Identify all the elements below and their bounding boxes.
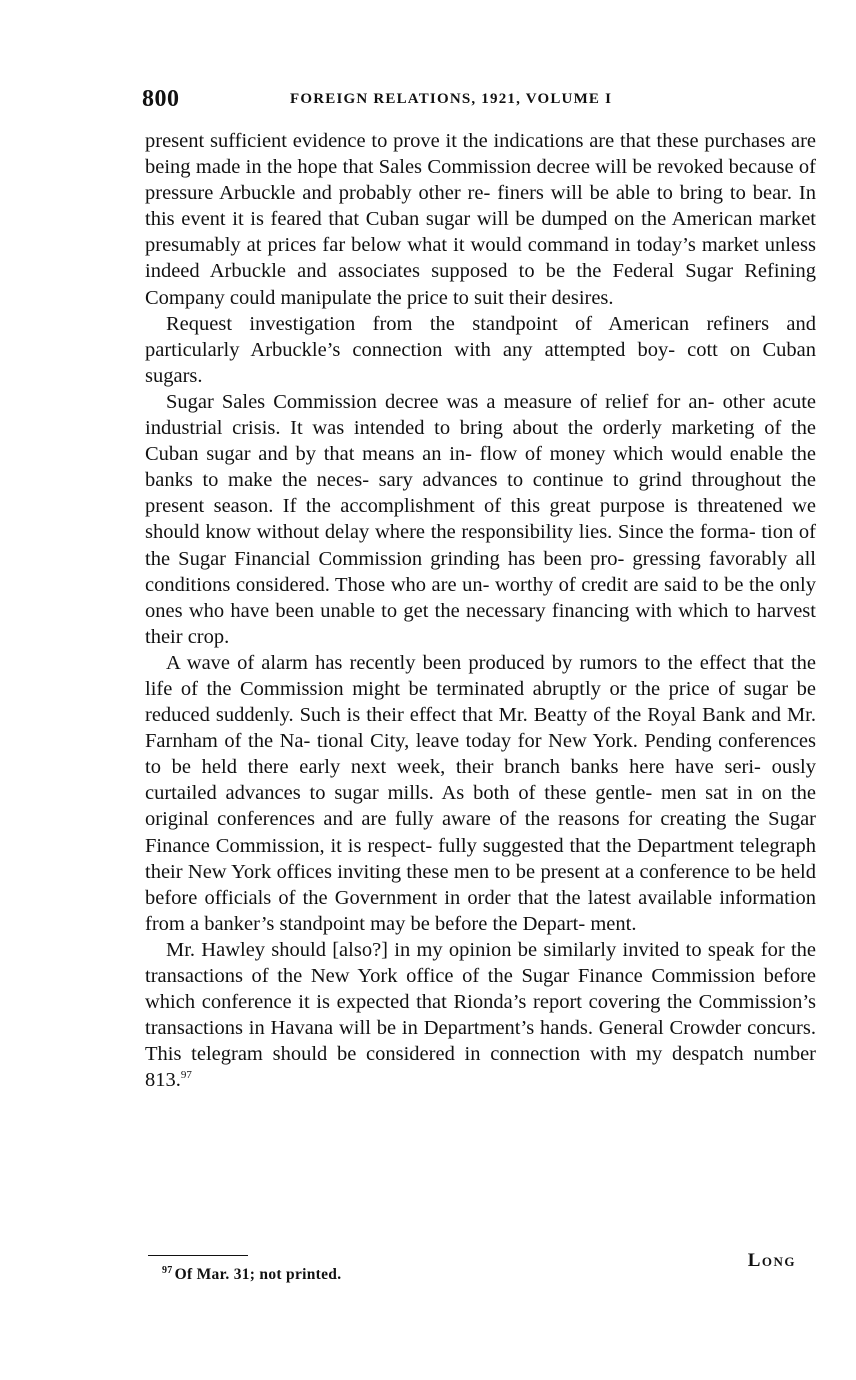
signature: Long xyxy=(747,1250,796,1271)
paragraph-2-text: Request investigation from the standpoint of American refiners and particularly Arbuckle’s connection with any attempted boy- cott on Cuban sugars. xyxy=(145,312,816,387)
paragraph-2 xyxy=(145,311,816,389)
paragraph-1 xyxy=(145,128,816,311)
paragraph-5-text: Mr. Hawley should [also?] in my opinion be similarly invited to speak for the transactions of the New York office of the Sugar Finance Commission before which conference it is expected that Rionda’s report covering the Commission’s transactions in Havana will be in Department’s hands. General Crowder concurs. This telegram should be considered in connection with my despatch number 813. xyxy=(145,938,816,1092)
paragraph-4-text: A wave of alarm has recently been produced by rumors to the effect that the life of the Commission might be terminated abruptly or the price of sugar be reduced suddenly. Such is their effect that Mr. Beatty of the Royal Bank and Mr. Farnham of the Na- tional City, leave today for New York. Pending conferences to be held there early next week, their branch banks here have seri- ously curtailed advances to sugar mills. As both of these gentle- men sat in on the original conferences and are fully aware of the reasons for creating the Sugar Finance Commission, it is respect- fully suggested that the Department telegraph their New York offices inviting these men to be present at a conference to be held before officials of the Government in order that the latest available information from a banker’s standpoint may be before the Depart- ment. xyxy=(145,651,816,935)
paragraph-1-text: present sufficient evidence to prove it the indications are that these purchases are being made in the hope that Sales Commission decree will be revoked because of pressure Arbuckle and probably other re- finers will be able to bring to bear. In this event it is feared that Cuban sugar will be dumped on the American market presumably at prices far below what it would command in today’s market unless indeed Arbuckle and associates supposed to be the Federal Sugar Refining Company could manipulate the price to suit their desires. xyxy=(145,130,816,309)
footnote-mark: 97 xyxy=(162,1264,173,1276)
page-number: 800 xyxy=(142,86,180,112)
footnote-text: Of Mar. 31; not printed. xyxy=(174,1266,342,1283)
footnote xyxy=(162,1266,341,1284)
paragraph-3 xyxy=(145,389,816,650)
footnote-reference[interactable]: 97 xyxy=(180,1069,192,1082)
body-text xyxy=(145,128,816,1093)
running-head xyxy=(142,86,816,116)
footnote-rule xyxy=(148,1255,248,1256)
paragraph-5 xyxy=(145,937,816,1094)
paragraph-4 xyxy=(145,650,816,937)
running-title: FOREIGN RELATIONS, 1921, VOLUME I xyxy=(290,91,613,107)
paragraph-3-text: Sugar Sales Commission decree was a measure of relief for an- other acute industrial crisis. It was intended to bring about the orderly marketing of the Cuban sugar and by that means an in- flow of money which would enable the banks to make the neces- sary advances to continue to grind throughout the present season. If the accomplishment of this great purpose is threatened we should know without delay where the responsibility lies. Since the forma- tion of the Sugar Financial Commission grinding has been pro- gressing favorably all conditions considered. Those who are un- worthy of credit are said to be the only ones who have been unable to get the necessary financing with which to harvest their crop. xyxy=(145,390,816,648)
